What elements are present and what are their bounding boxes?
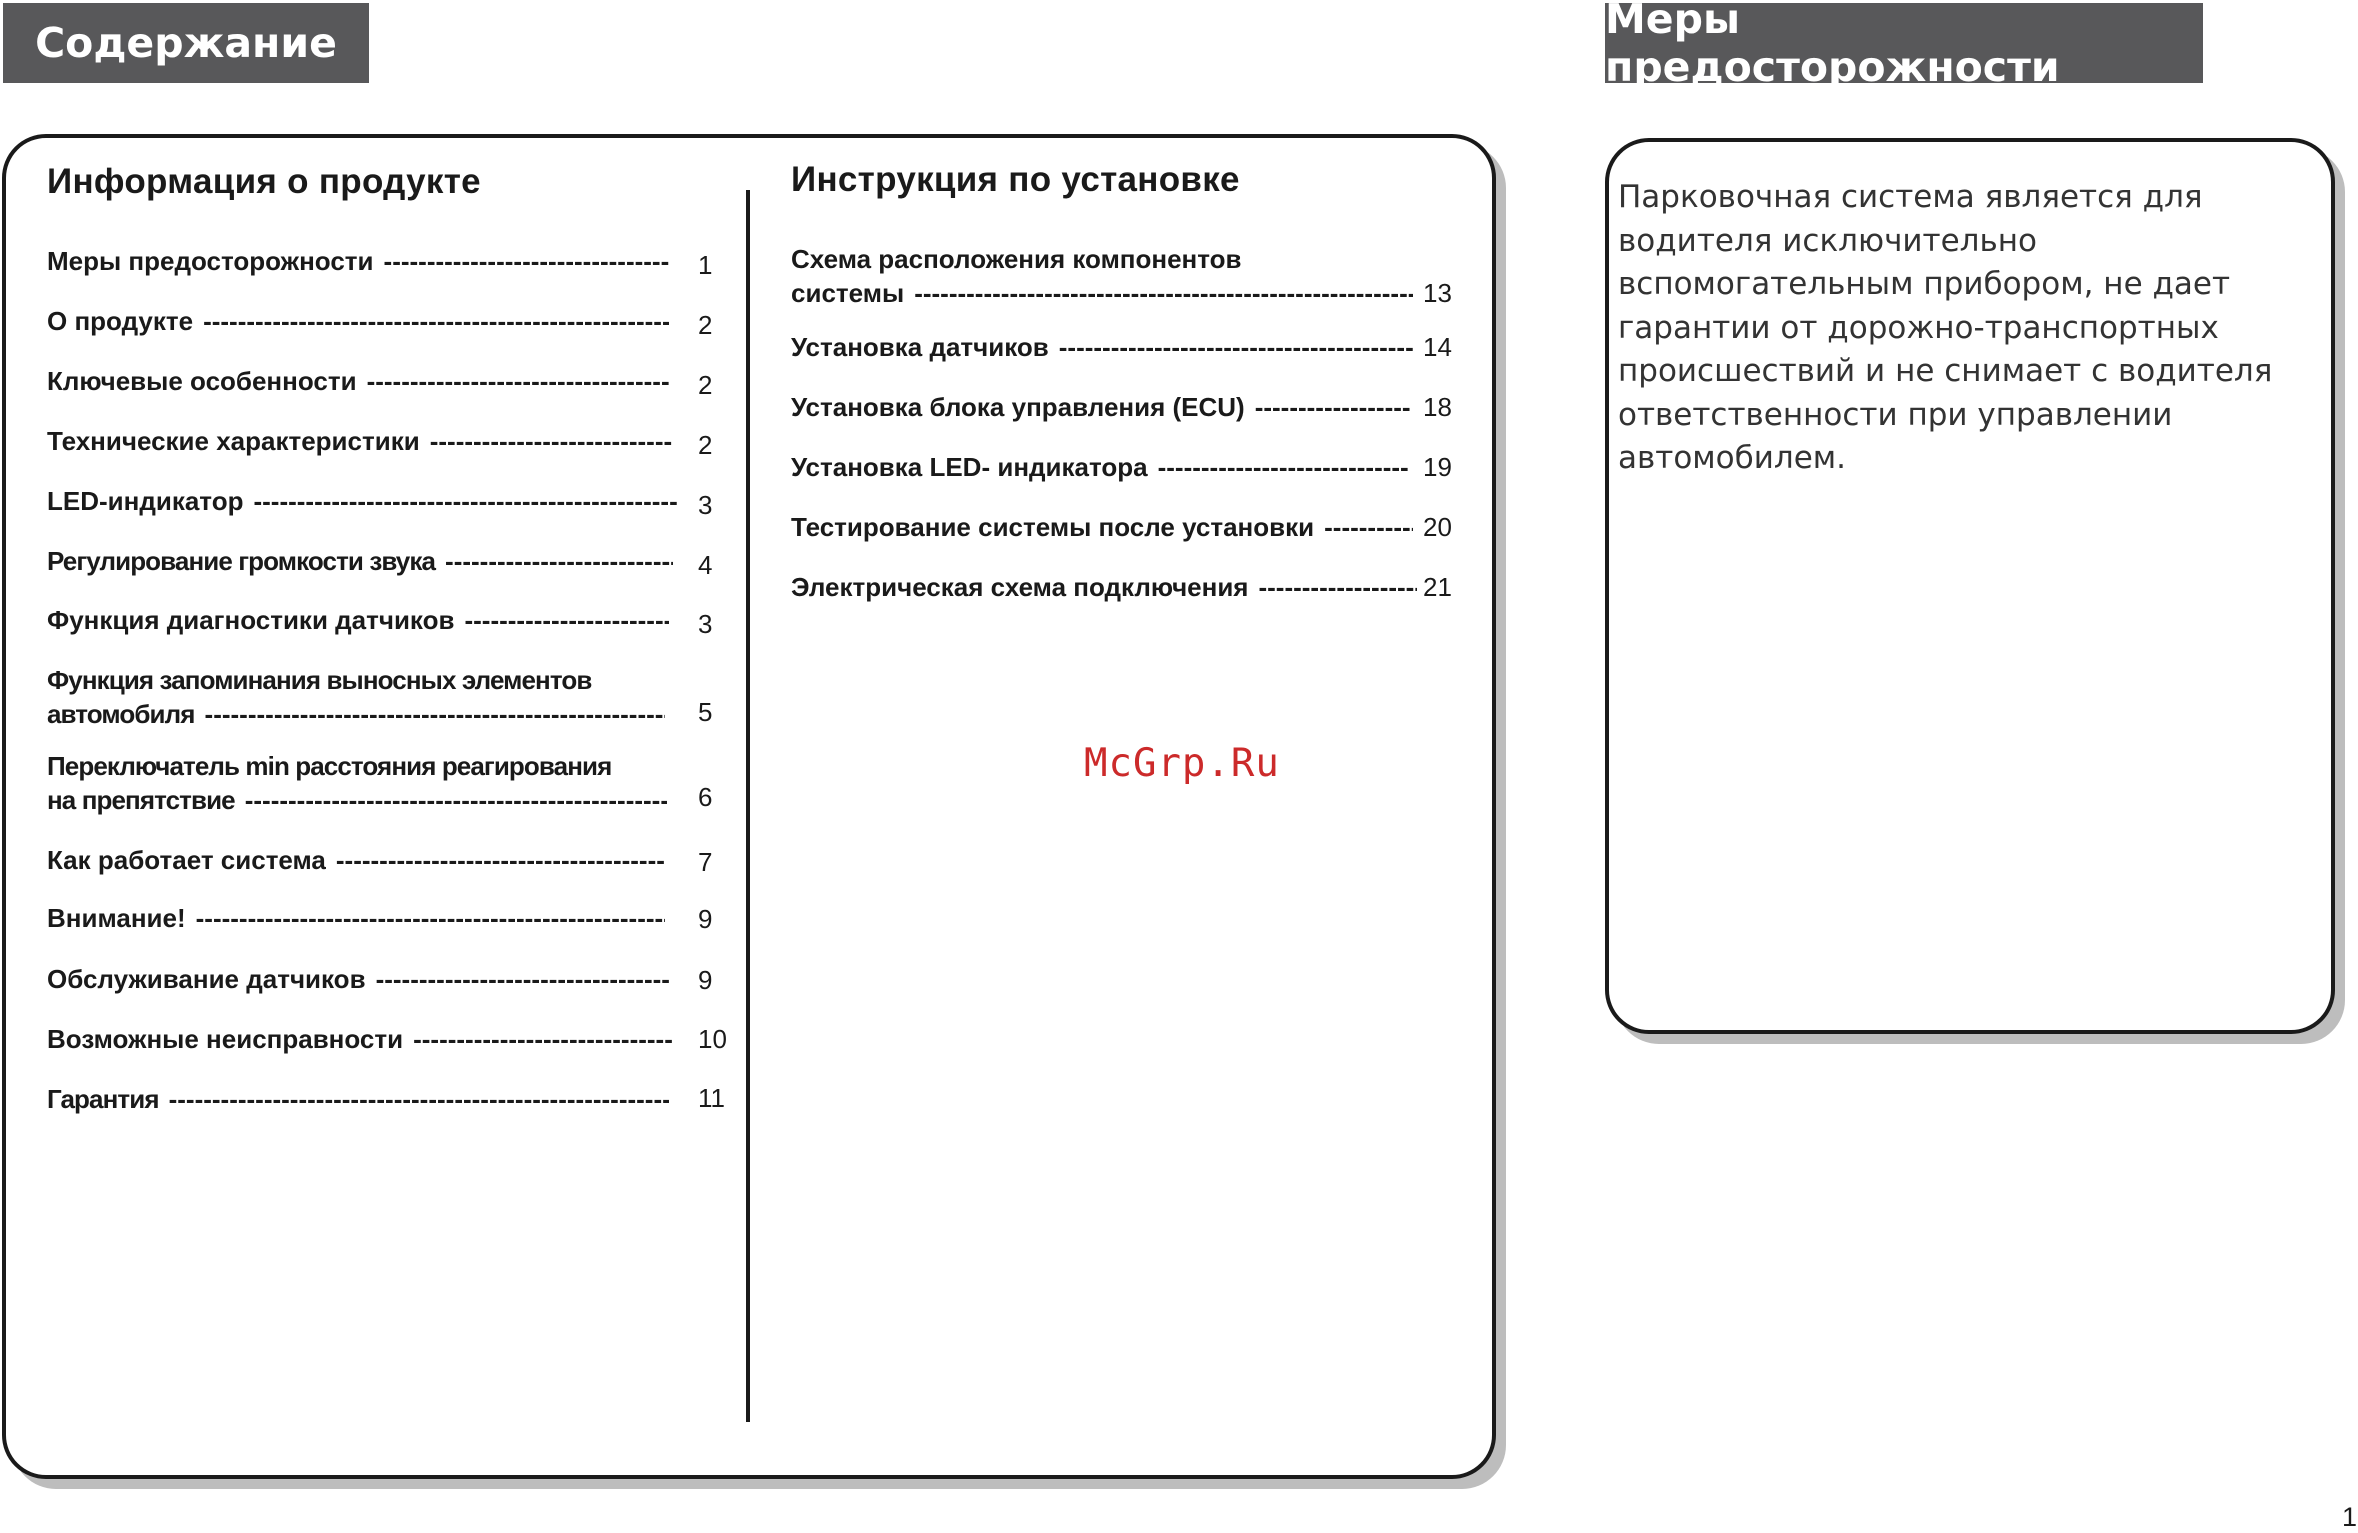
toc-leader <box>336 843 665 877</box>
toc-leader <box>367 364 669 398</box>
toc-entry-title: системы <box>791 278 905 308</box>
toc-entry[interactable] <box>791 330 1413 364</box>
toc-entry[interactable] <box>791 276 1413 310</box>
toc-leader <box>430 424 673 458</box>
toc-page-number: 9 <box>698 904 713 934</box>
toc-entry-title: Меры предосторожности <box>47 246 374 276</box>
toc-entry[interactable] <box>47 843 665 877</box>
toc-leader <box>445 544 673 578</box>
toc-page-number: 13 <box>1423 278 1452 308</box>
toc-page-number: 5 <box>698 697 713 727</box>
toc-entry[interactable] <box>791 570 1417 604</box>
toc-entry-title: О продукте <box>47 306 194 336</box>
toc-page-number: 18 <box>1423 392 1452 422</box>
toc-leader <box>914 276 1413 310</box>
toc-entry[interactable] <box>791 390 1411 424</box>
toc-leader <box>1059 330 1413 364</box>
toc-entry-title: Обслуживание датчиков <box>47 964 366 994</box>
toc-entry[interactable] <box>47 962 669 996</box>
toc-entry-title: Функция запоминания выносных элементов <box>47 665 592 695</box>
toc-entry-title: Гарантия <box>47 1084 159 1114</box>
toc-entry[interactable] <box>47 364 669 398</box>
toc-leader <box>253 484 677 518</box>
toc-page-number: 7 <box>698 847 713 877</box>
toc-leader <box>203 304 669 338</box>
toc-leader <box>245 783 667 817</box>
page-number: 1 <box>2342 1502 2358 1532</box>
toc-leader <box>1324 510 1413 544</box>
toc-entry-title: Установка датчиков <box>791 332 1049 362</box>
toc-page-number: 19 <box>1423 452 1452 482</box>
toc-page-number: 14 <box>1423 332 1452 362</box>
precautions-title: Меры предосторожности <box>1605 3 2203 83</box>
toc-entry-title: Установка LED- индикатора <box>791 452 1148 482</box>
toc-leader <box>413 1022 673 1056</box>
toc-leader <box>1258 570 1417 604</box>
toc-entry[interactable] <box>47 1082 669 1116</box>
toc-leader <box>1255 390 1411 424</box>
toc-entry[interactable] <box>47 1022 673 1056</box>
toc-entry-title: LED-индикатор <box>47 486 244 516</box>
toc-page-number: 2 <box>698 310 713 340</box>
contents-title: Содержание <box>3 3 369 83</box>
toc-entry[interactable] <box>47 697 665 731</box>
toc-entry-title: Электрическая схема подключения <box>791 572 1249 602</box>
toc-leader <box>464 603 669 637</box>
toc-leader <box>1158 450 1409 484</box>
toc-page-number: 21 <box>1423 572 1452 602</box>
toc-leader <box>376 962 669 996</box>
toc-entry[interactable] <box>791 510 1413 544</box>
toc-page-number: 2 <box>698 430 713 460</box>
toc-leader <box>384 244 669 278</box>
toc-leader <box>196 901 665 935</box>
toc-entry[interactable] <box>791 450 1409 484</box>
toc-leader <box>169 1082 669 1116</box>
toc-page-number: 1 <box>698 250 713 280</box>
toc-entry[interactable] <box>47 901 665 935</box>
toc-page-number: 4 <box>698 550 713 580</box>
toc-entry-title: Технические характеристики <box>47 426 420 456</box>
toc-page-number: 9 <box>698 965 713 995</box>
precautions-text: Парковочная система является для водителя исключительно вспомогательным прибором, не дает гарантии от дорожно-транспортных происшествий и не снимает с водителя ответственности при управлении автомобилем. <box>1618 179 2273 476</box>
toc-entry-title: Как работает система <box>47 845 326 875</box>
toc-entry-title: Схема расположения компонентов <box>791 244 1242 274</box>
toc-entry-title: автомобиля <box>47 699 195 729</box>
toc-page-number: 11 <box>698 1083 725 1113</box>
toc-entry[interactable] <box>47 244 669 278</box>
toc-page-number: 20 <box>1423 512 1452 542</box>
toc-entry[interactable] <box>47 484 677 518</box>
toc-leader <box>205 697 665 731</box>
toc-page-number: 6 <box>698 782 713 812</box>
toc-entry-title: Функция диагностики датчиков <box>47 605 455 635</box>
toc-page-number: 10 <box>698 1024 727 1054</box>
toc-entry[interactable] <box>47 783 667 817</box>
toc-page-number: 3 <box>698 609 713 639</box>
toc-entry-title: Возможные неисправности <box>47 1024 404 1054</box>
toc-entry-title: Ключевые особенности <box>47 366 357 396</box>
toc-entry-title: Установка блока управления (ECU) <box>791 392 1245 422</box>
toc-entry[interactable] <box>47 304 669 338</box>
toc-entry-title: на препятствие <box>47 785 235 815</box>
installation-heading: Инструкция по установке <box>791 160 1240 199</box>
toc-entry-title: Переключатель min расстояния реагирования <box>47 751 612 781</box>
toc-entry-title: Тестирование системы после установки <box>791 512 1315 542</box>
toc-entry-title: Внимание! <box>47 903 186 933</box>
toc-entry[interactable] <box>47 544 673 578</box>
toc-page-number: 2 <box>698 370 713 400</box>
toc-entry[interactable] <box>47 424 673 458</box>
toc-page-number: 3 <box>698 490 713 520</box>
toc-entry[interactable] <box>47 603 669 637</box>
column-divider <box>746 190 750 1422</box>
toc-entry-title: Регулирование громкости звука <box>47 546 436 576</box>
watermark: McGrp.Ru <box>1084 741 1280 786</box>
product-info-heading: Информация о продукте <box>47 162 481 201</box>
